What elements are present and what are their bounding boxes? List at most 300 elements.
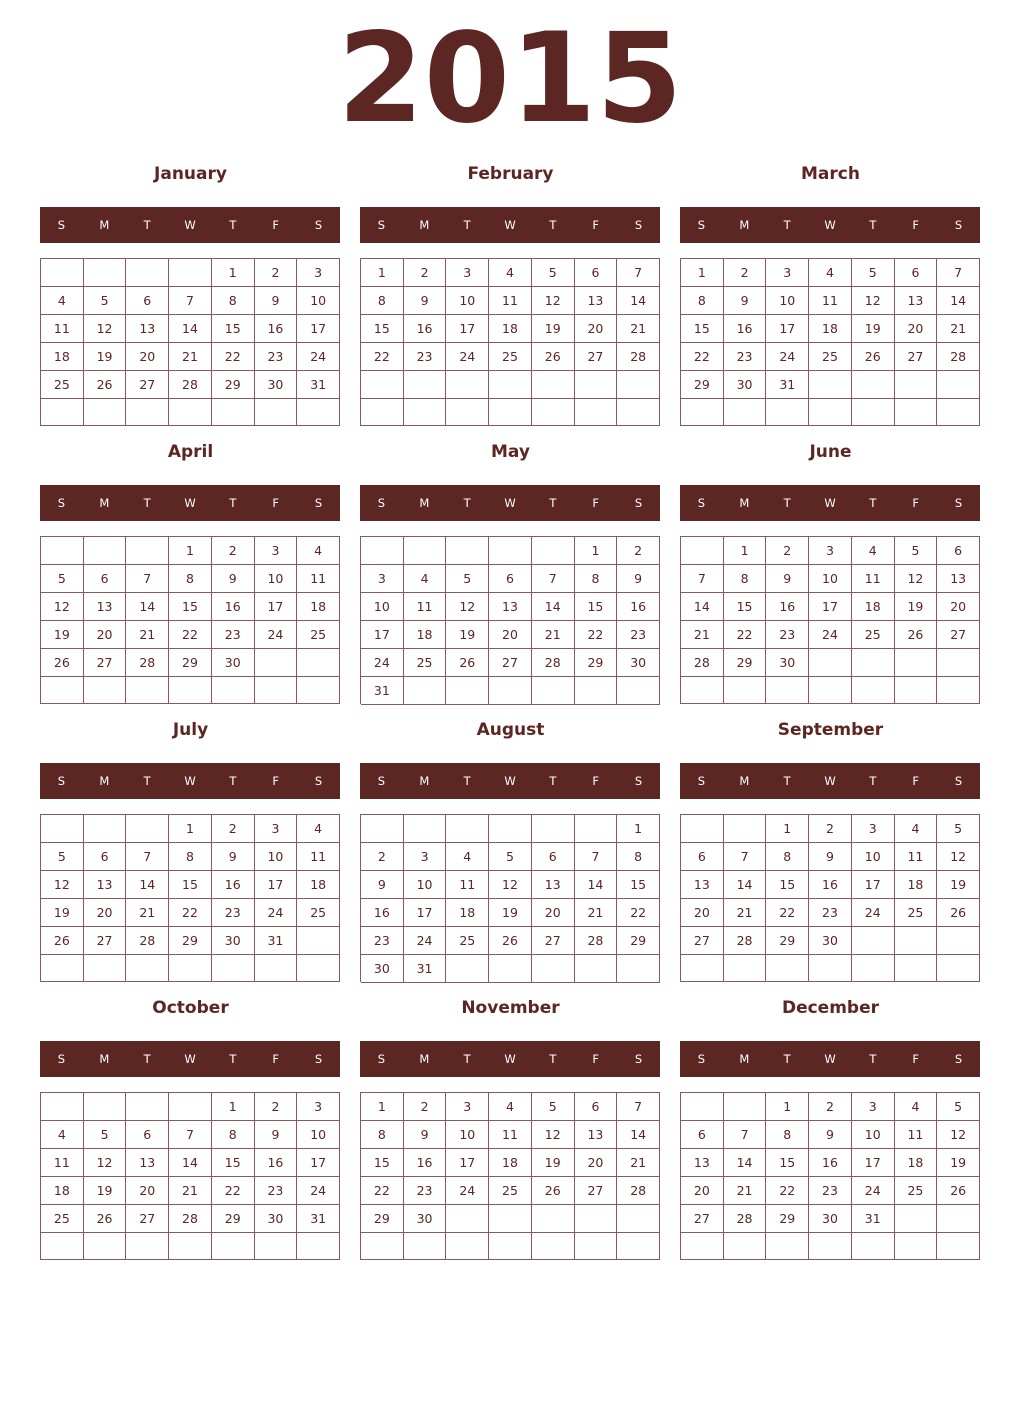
day-cell: 23	[404, 1177, 447, 1205]
empty-day-cell	[852, 649, 895, 677]
weekday-header	[680, 1041, 980, 1077]
day-cell: 14	[126, 871, 169, 899]
month-name: January	[154, 164, 227, 184]
day-cell: 14	[724, 1149, 767, 1177]
empty-day-cell	[937, 399, 980, 426]
empty-day-cell	[852, 1233, 895, 1260]
day-cell: 13	[575, 287, 618, 315]
weekday-label: T	[783, 218, 791, 232]
day-cell: 26	[895, 621, 938, 649]
day-cell: 19	[937, 871, 980, 899]
day-cell: 12	[532, 287, 575, 315]
day-cell: 29	[169, 649, 212, 677]
month-name: October	[152, 998, 229, 1018]
day-cell: 26	[41, 927, 84, 955]
day-cell: 10	[809, 565, 852, 593]
weekday-label: S	[634, 1052, 643, 1066]
day-cell: 20	[126, 343, 169, 371]
empty-day-cell	[575, 815, 618, 843]
weekday-label: T	[463, 218, 471, 232]
day-cell: 25	[489, 343, 532, 371]
day-cell: 26	[852, 343, 895, 371]
day-cell: 29	[617, 927, 660, 955]
day-cell: 4	[809, 259, 852, 287]
day-cell: 12	[84, 1149, 127, 1177]
month-name: March	[801, 164, 860, 184]
day-cell: 19	[41, 899, 84, 927]
day-cell: 27	[681, 927, 724, 955]
day-cell: 13	[532, 871, 575, 899]
day-cell: 18	[489, 315, 532, 343]
weekday-label: M	[739, 218, 750, 232]
weekday-label: T	[229, 774, 237, 788]
day-cell: 9	[809, 843, 852, 871]
day-cell: 22	[212, 343, 255, 371]
empty-day-cell	[532, 399, 575, 427]
day-cell: 2	[809, 815, 852, 843]
empty-day-cell	[681, 537, 724, 565]
day-cell: 5	[41, 565, 84, 593]
weekday-label: T	[229, 218, 237, 232]
day-cell: 26	[532, 343, 575, 371]
day-cell: 10	[852, 1121, 895, 1149]
day-cell: 29	[361, 1205, 404, 1233]
day-cell: 8	[724, 565, 767, 593]
weekday-label: M	[419, 1052, 430, 1066]
weekday-label: S	[377, 496, 386, 510]
day-cell: 29	[169, 927, 212, 955]
day-cell: 15	[724, 593, 767, 621]
day-cell: 10	[446, 1121, 489, 1149]
day-cell: 1	[361, 259, 404, 287]
day-cell: 14	[617, 1121, 660, 1149]
day-cell: 8	[575, 565, 618, 593]
weekday-label: S	[697, 496, 706, 510]
day-cell: 17	[852, 1149, 895, 1177]
empty-day-cell	[681, 815, 724, 843]
day-cell: 27	[532, 927, 575, 955]
weekday-label: W	[824, 218, 836, 232]
day-cell: 6	[126, 287, 169, 315]
day-cell: 6	[575, 259, 618, 287]
empty-day-cell	[126, 815, 169, 843]
empty-day-cell	[361, 537, 404, 565]
empty-day-cell	[724, 1093, 767, 1121]
empty-day-cell	[212, 677, 255, 704]
day-cell: 17	[809, 593, 852, 621]
day-cell: 7	[126, 843, 169, 871]
day-cell: 19	[532, 315, 575, 343]
empty-day-cell	[41, 1093, 84, 1121]
day-cell: 7	[724, 843, 767, 871]
day-cell: 16	[404, 315, 447, 343]
weekday-label: F	[912, 218, 920, 232]
month-name: September	[777, 720, 884, 740]
weekday-label: M	[419, 496, 430, 510]
day-cell: 16	[617, 593, 660, 621]
day-cell: 12	[937, 843, 980, 871]
weekday-label: F	[912, 774, 920, 788]
empty-day-cell	[617, 1233, 660, 1260]
day-cell: 5	[84, 287, 127, 315]
day-grid	[360, 258, 660, 426]
empty-day-cell	[126, 955, 169, 982]
day-cell: 4	[895, 815, 938, 843]
day-cell: 19	[41, 621, 84, 649]
empty-day-cell	[404, 677, 447, 705]
empty-day-cell	[809, 677, 852, 704]
empty-day-cell	[809, 1233, 852, 1260]
empty-day-cell	[41, 955, 84, 982]
day-cell: 5	[895, 537, 938, 565]
weekday-label: F	[592, 1052, 600, 1066]
empty-day-cell	[681, 1093, 724, 1121]
empty-day-cell	[404, 537, 447, 565]
day-cell: 31	[297, 1205, 340, 1233]
empty-day-cell	[809, 955, 852, 982]
day-cell: 7	[126, 565, 169, 593]
empty-day-cell	[169, 955, 212, 982]
day-cell: 10	[297, 1121, 340, 1149]
day-cell: 30	[255, 1205, 298, 1233]
day-cell: 16	[212, 593, 255, 621]
day-cell: 24	[255, 899, 298, 927]
day-cell: 20	[84, 899, 127, 927]
day-cell: 2	[255, 259, 298, 287]
empty-day-cell	[361, 399, 404, 427]
day-cell: 23	[724, 343, 767, 371]
day-cell: 7	[724, 1121, 767, 1149]
day-cell: 21	[724, 1177, 767, 1205]
day-cell: 1	[766, 1093, 809, 1121]
day-cell: 15	[169, 593, 212, 621]
weekday-label: F	[592, 496, 600, 510]
empty-day-cell	[255, 649, 298, 677]
empty-day-cell	[532, 371, 575, 399]
empty-day-cell	[84, 677, 127, 704]
day-cell: 21	[617, 1149, 660, 1177]
day-cell: 18	[895, 871, 938, 899]
weekday-header	[40, 763, 340, 799]
day-cell: 31	[297, 371, 340, 399]
day-cell: 18	[41, 1177, 84, 1205]
day-cell: 29	[681, 371, 724, 399]
day-cell: 16	[404, 1149, 447, 1177]
day-cell: 1	[212, 1093, 255, 1121]
day-cell: 20	[895, 315, 938, 343]
empty-day-cell	[895, 955, 938, 982]
day-cell: 5	[446, 565, 489, 593]
empty-day-cell	[446, 955, 489, 983]
day-cell: 8	[212, 287, 255, 315]
day-cell: 9	[766, 565, 809, 593]
month-name: December	[781, 998, 880, 1018]
day-cell: 24	[766, 343, 809, 371]
empty-day-cell	[41, 399, 84, 426]
weekday-header	[680, 207, 980, 243]
day-cell: 20	[681, 899, 724, 927]
empty-day-cell	[575, 371, 618, 399]
day-cell: 27	[681, 1205, 724, 1233]
weekday-label: W	[504, 774, 516, 788]
day-cell: 4	[446, 843, 489, 871]
day-cell: 6	[84, 565, 127, 593]
day-cell: 10	[255, 843, 298, 871]
day-cell: 12	[937, 1121, 980, 1149]
weekday-label: W	[184, 496, 196, 510]
day-cell: 11	[895, 843, 938, 871]
day-cell: 16	[809, 1149, 852, 1177]
day-cell: 24	[297, 1177, 340, 1205]
day-cell: 21	[532, 621, 575, 649]
day-cell: 13	[575, 1121, 618, 1149]
day-cell: 12	[41, 593, 84, 621]
empty-day-cell	[489, 399, 532, 427]
day-cell: 23	[766, 621, 809, 649]
day-cell: 2	[766, 537, 809, 565]
day-cell: 26	[937, 1177, 980, 1205]
day-cell: 22	[169, 621, 212, 649]
weekday-label: T	[783, 1052, 791, 1066]
day-cell: 15	[361, 1149, 404, 1177]
day-cell: 15	[575, 593, 618, 621]
day-cell: 5	[937, 815, 980, 843]
day-cell: 20	[532, 899, 575, 927]
day-cell: 11	[41, 315, 84, 343]
day-cell: 18	[852, 593, 895, 621]
weekday-label: S	[697, 774, 706, 788]
day-cell: 3	[297, 1093, 340, 1121]
day-cell: 7	[617, 1093, 660, 1121]
weekday-label: M	[419, 774, 430, 788]
empty-day-cell	[489, 1233, 532, 1260]
empty-day-cell	[126, 1093, 169, 1121]
day-cell: 13	[84, 871, 127, 899]
day-cell: 29	[724, 649, 767, 677]
day-cell: 10	[446, 287, 489, 315]
empty-day-cell	[126, 677, 169, 704]
day-cell: 5	[937, 1093, 980, 1121]
day-cell: 1	[169, 815, 212, 843]
day-cell: 11	[446, 871, 489, 899]
weekday-label: F	[592, 774, 600, 788]
empty-day-cell	[809, 399, 852, 426]
day-cell: 12	[895, 565, 938, 593]
empty-day-cell	[852, 677, 895, 704]
day-cell: 27	[575, 343, 618, 371]
day-cell: 17	[446, 1149, 489, 1177]
day-cell: 22	[169, 899, 212, 927]
day-cell: 3	[766, 259, 809, 287]
empty-day-cell	[852, 927, 895, 955]
day-cell: 6	[895, 259, 938, 287]
empty-day-cell	[766, 1233, 809, 1260]
day-cell: 18	[297, 871, 340, 899]
empty-day-cell	[126, 399, 169, 426]
day-cell: 15	[212, 315, 255, 343]
weekday-label: M	[99, 774, 110, 788]
weekday-label: S	[634, 496, 643, 510]
empty-day-cell	[255, 677, 298, 704]
month-name: August	[476, 720, 545, 740]
day-cell: 15	[361, 315, 404, 343]
empty-day-cell	[937, 927, 980, 955]
day-cell: 21	[681, 621, 724, 649]
weekday-label: M	[739, 1052, 750, 1066]
day-cell: 19	[532, 1149, 575, 1177]
day-cell: 6	[489, 565, 532, 593]
empty-day-cell	[766, 955, 809, 982]
empty-day-cell	[84, 399, 127, 426]
day-cell: 26	[937, 899, 980, 927]
empty-day-cell	[895, 649, 938, 677]
day-cell: 9	[361, 871, 404, 899]
weekday-header	[680, 485, 980, 521]
weekday-header	[40, 485, 340, 521]
day-cell: 30	[809, 1205, 852, 1233]
day-cell: 18	[41, 343, 84, 371]
weekday-label: F	[272, 218, 280, 232]
empty-day-cell	[532, 1233, 575, 1260]
empty-day-cell	[489, 955, 532, 983]
day-cell: 14	[575, 871, 618, 899]
day-cell: 25	[297, 899, 340, 927]
day-cell: 14	[617, 287, 660, 315]
empty-day-cell	[446, 1205, 489, 1233]
empty-day-cell	[895, 677, 938, 704]
empty-day-cell	[532, 955, 575, 983]
weekday-header	[40, 1041, 340, 1077]
day-cell: 24	[852, 1177, 895, 1205]
empty-day-cell	[84, 537, 127, 565]
day-cell: 28	[169, 1205, 212, 1233]
day-cell: 10	[297, 287, 340, 315]
empty-day-cell	[489, 1205, 532, 1233]
day-cell: 23	[255, 343, 298, 371]
day-cell: 25	[297, 621, 340, 649]
day-cell: 25	[446, 927, 489, 955]
weekday-label: W	[824, 496, 836, 510]
day-cell: 1	[169, 537, 212, 565]
day-cell: 11	[852, 565, 895, 593]
day-cell: 6	[937, 537, 980, 565]
day-cell: 1	[617, 815, 660, 843]
day-cell: 18	[446, 899, 489, 927]
day-cell: 25	[41, 1205, 84, 1233]
empty-day-cell	[937, 649, 980, 677]
day-cell: 14	[724, 871, 767, 899]
empty-day-cell	[446, 537, 489, 565]
month-name: November	[461, 998, 560, 1018]
day-cell: 29	[212, 371, 255, 399]
empty-day-cell	[169, 1233, 212, 1260]
empty-day-cell	[575, 677, 618, 705]
day-cell: 11	[297, 843, 340, 871]
day-cell: 4	[895, 1093, 938, 1121]
empty-day-cell	[724, 677, 767, 704]
day-cell: 17	[297, 1149, 340, 1177]
weekday-label: W	[504, 218, 516, 232]
empty-day-cell	[361, 815, 404, 843]
day-cell: 19	[84, 1177, 127, 1205]
empty-day-cell	[404, 371, 447, 399]
day-cell: 14	[532, 593, 575, 621]
empty-day-cell	[617, 955, 660, 983]
empty-day-cell	[255, 955, 298, 982]
day-cell: 30	[255, 371, 298, 399]
day-cell: 5	[41, 843, 84, 871]
day-cell: 8	[212, 1121, 255, 1149]
day-cell: 25	[809, 343, 852, 371]
day-cell: 7	[169, 287, 212, 315]
weekday-label: S	[57, 1052, 66, 1066]
day-grid	[40, 814, 340, 982]
day-cell: 28	[724, 927, 767, 955]
weekday-label: T	[549, 218, 557, 232]
day-cell: 18	[489, 1149, 532, 1177]
weekday-header	[360, 1041, 660, 1077]
day-cell: 5	[84, 1121, 127, 1149]
empty-day-cell	[937, 371, 980, 399]
empty-day-cell	[852, 399, 895, 426]
day-cell: 8	[361, 287, 404, 315]
day-cell: 12	[84, 315, 127, 343]
empty-day-cell	[297, 955, 340, 982]
day-cell: 20	[84, 621, 127, 649]
day-cell: 21	[724, 899, 767, 927]
month-name: June	[809, 442, 852, 462]
weekday-label: T	[229, 496, 237, 510]
day-cell: 20	[489, 621, 532, 649]
day-cell: 21	[126, 621, 169, 649]
day-cell: 29	[766, 927, 809, 955]
day-cell: 9	[404, 287, 447, 315]
day-cell: 29	[766, 1205, 809, 1233]
day-cell: 20	[937, 593, 980, 621]
day-cell: 31	[255, 927, 298, 955]
empty-day-cell	[169, 677, 212, 704]
day-cell: 12	[41, 871, 84, 899]
day-cell: 16	[809, 871, 852, 899]
day-cell: 30	[404, 1205, 447, 1233]
day-cell: 27	[126, 1205, 169, 1233]
day-cell: 20	[681, 1177, 724, 1205]
empty-day-cell	[41, 537, 84, 565]
empty-day-cell	[297, 927, 340, 955]
weekday-label: W	[824, 774, 836, 788]
empty-day-cell	[937, 1233, 980, 1260]
day-cell: 8	[169, 565, 212, 593]
weekday-label: M	[739, 496, 750, 510]
day-cell: 9	[404, 1121, 447, 1149]
weekday-label: W	[184, 774, 196, 788]
day-cell: 11	[895, 1121, 938, 1149]
day-cell: 2	[212, 815, 255, 843]
day-cell: 13	[126, 315, 169, 343]
day-cell: 7	[169, 1121, 212, 1149]
day-cell: 21	[617, 315, 660, 343]
day-cell: 4	[297, 537, 340, 565]
weekday-label: M	[99, 218, 110, 232]
weekday-label: T	[143, 1052, 151, 1066]
day-cell: 14	[169, 1149, 212, 1177]
day-cell: 10	[852, 843, 895, 871]
day-cell: 9	[617, 565, 660, 593]
empty-day-cell	[297, 1233, 340, 1260]
weekday-label: S	[57, 218, 66, 232]
empty-day-cell	[617, 1205, 660, 1233]
day-cell: 7	[937, 259, 980, 287]
